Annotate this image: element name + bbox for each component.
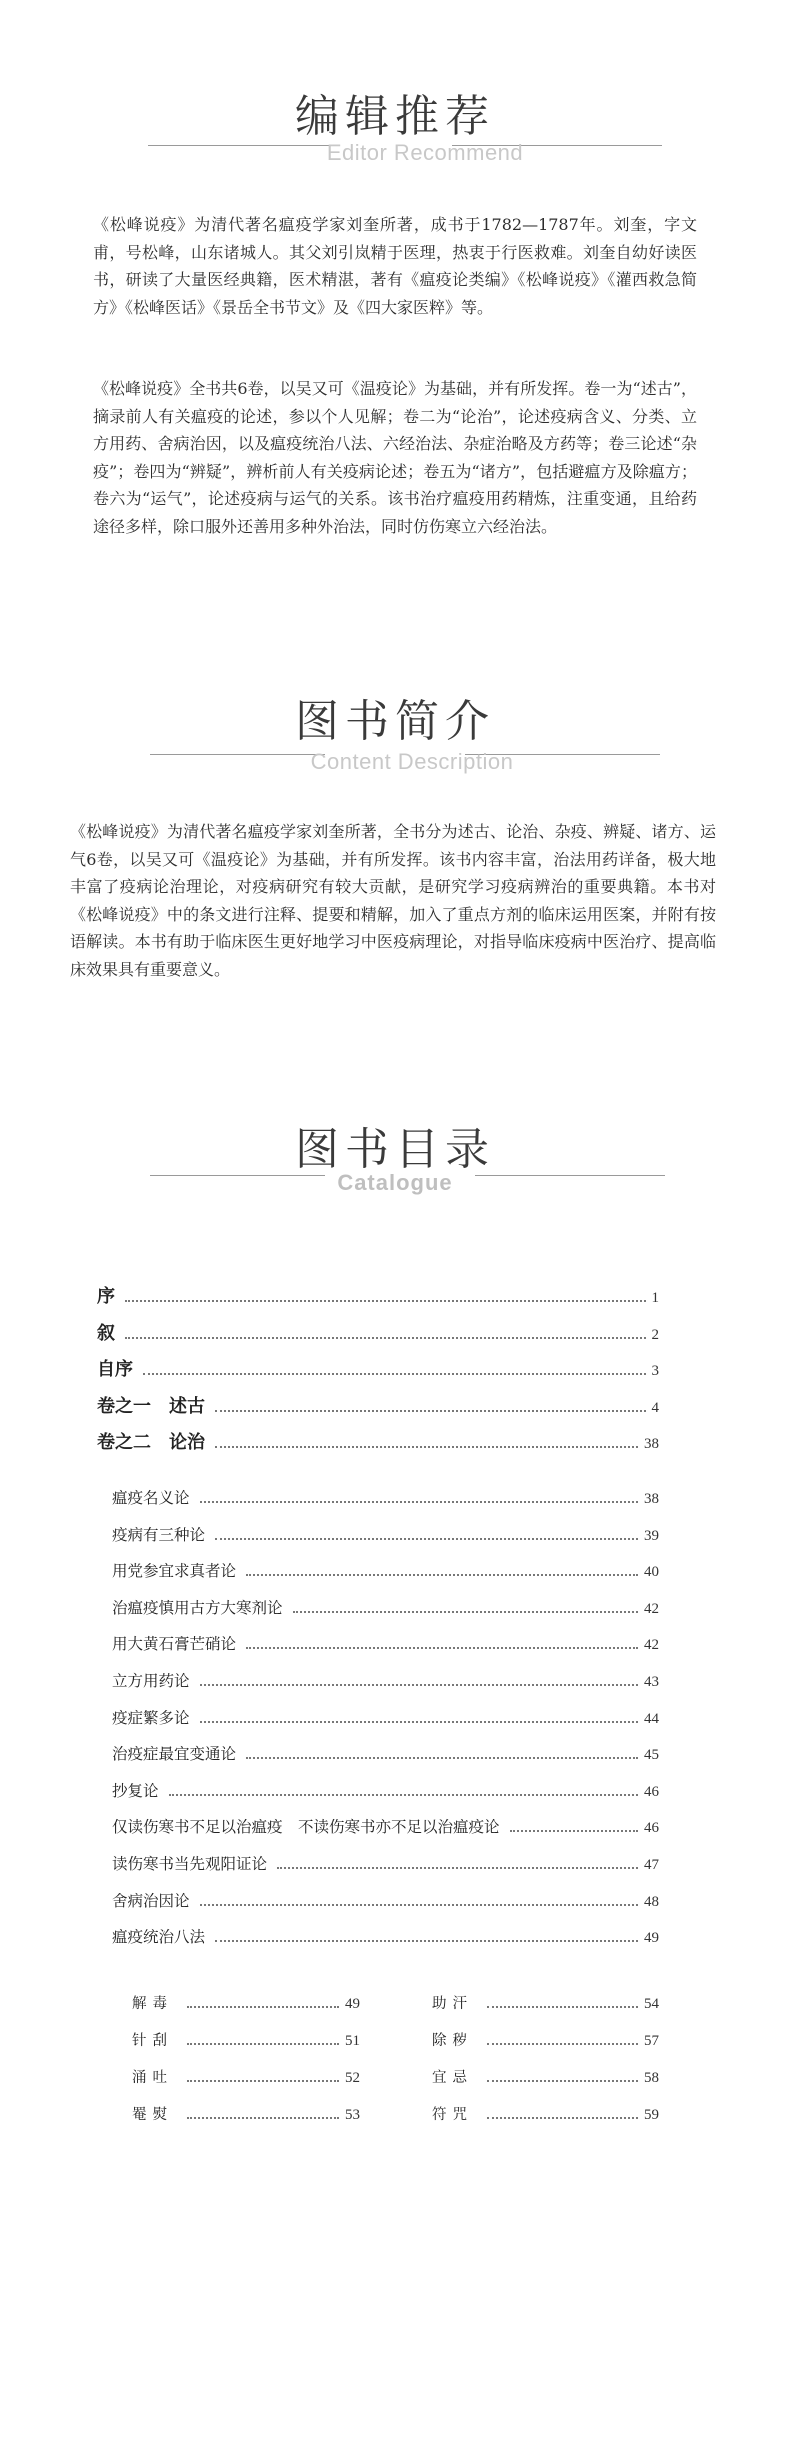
toc-method-row (432, 2029, 659, 2050)
toc-entry-page: 3 (651, 1363, 659, 1379)
toc-entry-page: 57 (644, 2033, 659, 2049)
toc-leader-dots (125, 1299, 646, 1302)
content-paragraph: 《松峰说疫》为清代著名瘟疫学家刘奎所著，全书分为述古、论治、杂疫、辨疑、诸方、运气6卷，以吴又可《温疫论》为基础，并有所发挥。该书内容丰富，治法用药详备，极大地丰富了疫病论治理论，对疫病研究有较大贡献，是研究学习疫病辨治的重要典籍。本书对《松峰说疫》中的条文进行注释、提要和精解，加入了重点方剂的临床运用医案，并附有按语解读。本书有助于临床医生更好地学习中医疫病理论，对指导临床疫病中医治疗、提高临床效果具有重要意义。 (70, 822, 716, 979)
toc-entry-title: 自序 (97, 1359, 133, 1380)
toc-entry-page: 49 (345, 1996, 360, 2012)
toc-leader-dots (143, 1372, 646, 1375)
toc-leader-dots (293, 1610, 638, 1613)
toc-entry-title: 治瘟疫慎用古方大寒剂论 (112, 1598, 283, 1617)
toc-entry-page: 54 (644, 1996, 659, 2012)
toc-entry-page: 58 (644, 2070, 659, 2086)
toc-leader-dots (187, 2005, 339, 2008)
toc-entry-page: 52 (345, 2070, 360, 2086)
toc-section-row (112, 1852, 659, 1874)
toc-leader-dots (487, 2042, 638, 2045)
toc-leader-dots (246, 1573, 638, 1576)
toc-entry-page: 38 (644, 1436, 659, 1452)
toc-entry-title: 瘟疫名义论 (112, 1489, 190, 1507)
toc-entry-title: 叙 (97, 1323, 115, 1344)
toc-leader-dots (125, 1336, 646, 1339)
toc-entry-page: 49 (644, 1930, 659, 1947)
toc-leader-dots (215, 1537, 638, 1540)
toc-entry-page: 4 (651, 1400, 659, 1416)
toc-leader-dots (246, 1756, 638, 1759)
toc-entry-title: 针刮 (132, 2033, 173, 2049)
toc-entry-title: 卷之二 论治 (97, 1432, 205, 1453)
toc-section-row (112, 1925, 659, 1947)
editor-subtitle: Editor Recommend (326, 140, 524, 165)
toc-method-row (432, 2103, 659, 2124)
toc-section-row (112, 1596, 659, 1618)
toc-entry-page: 46 (644, 1783, 659, 1800)
toc-entry-page: 38 (644, 1491, 659, 1507)
toc-leader-dots (200, 1683, 638, 1686)
toc-entry-page: 51 (345, 2033, 360, 2049)
toc-chapter-row (97, 1392, 659, 1418)
toc-entry-title: 符咒 (432, 2107, 473, 2123)
toc-chapter-row (97, 1428, 659, 1454)
toc-entry-title: 解毒 (132, 1996, 173, 2012)
toc-entry-title: 序 (97, 1286, 115, 1307)
toc-entry-page: 42 (644, 1637, 659, 1654)
toc-section-row (112, 1669, 659, 1691)
toc-section-row (112, 1815, 659, 1837)
toc-leader-dots (200, 1903, 638, 1906)
toc-entry-page: 2 (651, 1327, 659, 1343)
toc-entry-page: 39 (644, 1527, 659, 1544)
toc-leader-dots (169, 1793, 638, 1796)
toc-entry-title: 疫病有三种论 (112, 1525, 206, 1544)
toc-entry-title: 抄复论 (112, 1781, 159, 1800)
catalogue-title: 图书目录 (295, 1124, 495, 1175)
toc-entry-title: 瘟疫统治八法 (112, 1928, 206, 1947)
content-subtitle: Content Description (310, 749, 514, 774)
toc-entry-title: 读伤寒书当先观阳证论 (112, 1855, 268, 1873)
toc-leader-dots (510, 1829, 638, 1832)
toc-leader-dots (277, 1866, 638, 1869)
toc-section-row (112, 1632, 659, 1654)
toc-entry-title: 涌吐 (132, 2070, 173, 2086)
toc-entry-title: 仅读伤寒书不足以治瘟疫 不读伤寒书亦不足以治瘟疫论 (112, 1818, 500, 1837)
editor-paragraph-1: 《松峰说疫》为清代著名瘟疫学家刘奎所著，成书于1782—1787年。刘奎，字文甫，号松峰，山东诸城人。其父刘引岚精于医理，热衷于行医救难。刘奎自幼好读医书，研读了大量医经典籍，医术精湛，著有《瘟疫论类编》《松峰说疫》《灌西救急简方》《松峰医话》《景岳全书节文》及《四大家医粹》等。 (93, 215, 697, 317)
toc-entry-title: 宜忌 (432, 2070, 473, 2086)
toc-section-row (112, 1706, 659, 1728)
toc-leader-dots (200, 1720, 638, 1723)
toc-entry-page: 48 (644, 1893, 659, 1910)
toc-leader-dots (187, 2116, 339, 2119)
toc-leader-dots (487, 2005, 638, 2008)
toc-leader-dots (246, 1646, 638, 1649)
toc-entry-page: 53 (345, 2107, 360, 2123)
toc-section-row (112, 1486, 659, 1508)
toc-entry-title: 立方用药论 (112, 1672, 190, 1690)
editor-paragraph-2: 《松峰说疫》全书共6卷，以吴又可《温疫论》为基础，并有所发挥。卷一为“述古”，摘录前人有关瘟疫的论述，参以个人见解；卷二为“论治”，论述疫病含义、分类、立方用药、舍病治因，以及瘟疫统治八法、六经治法、杂症治略及方药等；卷三论述“杂疫”；卷四为“辨疑”，辨析前人有关疫病论述；卷五为“诸方”，包括避瘟方及除瘟方；卷六为“运气”，论述疫病与运气的关系。该书治疗瘟疫用药精炼，注重变通，且给药途径多样，除口服外还善用多种外治法，同时仿伤寒立六经治法。 (93, 379, 697, 536)
toc-entry-title: 用党参宜求真者论 (112, 1562, 237, 1581)
toc-entry-page: 47 (644, 1857, 659, 1873)
content-title: 图书简介 (295, 696, 495, 747)
toc-chapter-row (97, 1355, 659, 1381)
toc-entry-page: 1 (651, 1290, 659, 1306)
toc-leader-dots (487, 2116, 638, 2119)
toc-entry-title: 疫症繁多论 (112, 1708, 190, 1727)
catalogue-subtitle: Catalogue (337, 1170, 453, 1195)
toc-leader-dots (487, 2079, 638, 2082)
toc-entry-page: 44 (644, 1710, 659, 1727)
toc-method-row (432, 2066, 659, 2087)
toc-entry-page: 43 (644, 1674, 659, 1690)
toc-section-row (112, 1742, 659, 1764)
toc-method-row (132, 2103, 360, 2124)
toc-leader-dots (187, 2042, 339, 2045)
toc-entry-title: 罨熨 (132, 2107, 173, 2123)
editor-title: 编辑推荐 (295, 91, 495, 142)
toc-entry-title: 卷之一 述古 (97, 1396, 205, 1417)
toc-section-row (112, 1559, 659, 1581)
toc-section-row (112, 1523, 659, 1545)
toc-entry-page: 42 (644, 1600, 659, 1617)
toc-section-row (112, 1779, 659, 1801)
toc-entry-page: 40 (644, 1564, 659, 1581)
toc-leader-dots (200, 1500, 638, 1503)
toc-method-row (432, 1992, 659, 2013)
toc-method-row (132, 2029, 360, 2050)
toc-chapter-row (97, 1282, 659, 1308)
toc-leader-dots (215, 1409, 646, 1412)
toc-entry-title: 治疫症最宜变通论 (112, 1745, 237, 1764)
toc-entry-page: 59 (644, 2107, 659, 2123)
toc-entry-title: 助汗 (432, 1996, 473, 2012)
toc-entry-title: 舍病治因论 (112, 1891, 190, 1910)
toc-chapter-row (97, 1319, 659, 1345)
toc-leader-dots (215, 1445, 638, 1448)
toc-entry-title: 用大黄石膏芒硝论 (112, 1635, 237, 1654)
toc-entry-page: 45 (644, 1747, 659, 1764)
toc-method-row (132, 2066, 360, 2087)
toc-entry-page: 46 (644, 1820, 659, 1837)
toc-leader-dots (215, 1939, 638, 1942)
toc-section-row (112, 1889, 659, 1911)
toc-leader-dots (187, 2079, 339, 2082)
toc-method-row (132, 1992, 360, 2013)
toc-entry-title: 除秽 (432, 2033, 473, 2049)
